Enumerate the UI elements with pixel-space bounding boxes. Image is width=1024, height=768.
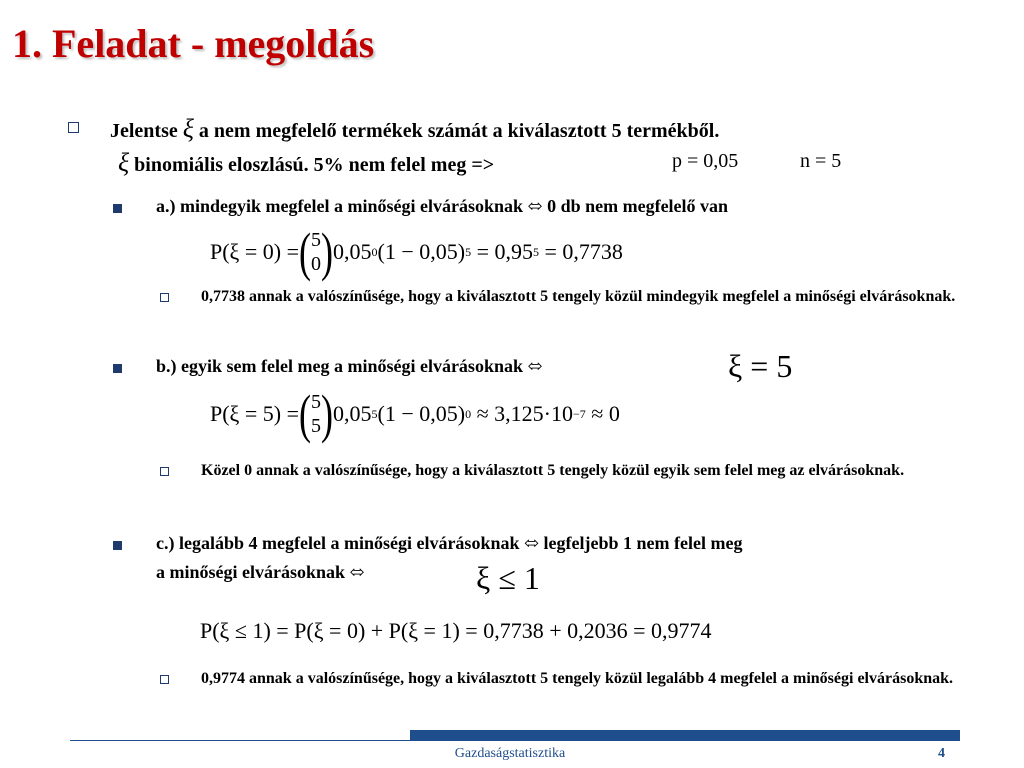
intro-line-2	[118, 148, 494, 178]
binomial-b-top: 5	[311, 391, 322, 413]
formula-a-mid3: = 0,95	[476, 239, 533, 264]
p-value: p = 0,05	[672, 150, 739, 172]
sub-bullet-hollow-icon	[160, 675, 169, 684]
formula-b-mid2: (1 − 0,05)	[377, 401, 466, 426]
formula-a-mid2: (1 − 0,05)	[377, 239, 466, 264]
formula-b-mid3: ≈ 3,125·10	[476, 401, 573, 426]
paren-close: )	[321, 222, 334, 282]
formula-b-exp1: 5	[371, 406, 378, 421]
formula-a-right: = 0,7738	[544, 239, 623, 264]
item-a-label: a.) mindegyik megfelel a minőségi elvárásoknak ⬄ 0 db nem megfelelő van	[156, 196, 729, 216]
formula-a-left: P(ξ = 0) =	[210, 239, 300, 264]
formula-a-exp3: 5	[533, 244, 539, 259]
condition-b: ξ = 5	[728, 348, 793, 384]
footer-course: Gazdaságstatisztika	[454, 746, 566, 761]
item-b-label: b.) egyik sem felel meg a minőségi elvárásoknak ⬄	[156, 356, 543, 376]
intro-distribution: binomiális eloszlású. 5% nem felel meg =>	[134, 154, 495, 176]
sub-bullet-hollow-icon	[160, 293, 169, 302]
formula-a-exp2: 5	[465, 244, 472, 259]
formula-b-exp3: −7	[572, 406, 586, 421]
formula-b-mid1: 0,05	[333, 401, 372, 426]
slide-title: 1. Feladat - megoldás	[12, 21, 375, 66]
binomial-a-bottom: 0	[311, 253, 322, 275]
xi-symbol: ξ	[182, 114, 194, 143]
item-c-label-line1: c.) legalább 4 megfelel a minőségi elvárásoknak ⬄ legfeljebb 1 nem felel meg	[156, 533, 743, 553]
bullet-filled-square-icon	[113, 204, 122, 213]
paren-open: (	[299, 384, 312, 444]
n-value: n = 5	[800, 150, 842, 172]
binomial-b	[311, 390, 321, 438]
paren-open: (	[299, 222, 312, 282]
xi-symbol-2: ξ	[118, 148, 130, 177]
bullet-filled-square-icon	[113, 364, 122, 373]
formula-a-exp1: 0	[371, 244, 378, 259]
formula-c: P(ξ ≤ 1) = P(ξ = 0) + P(ξ = 1) = 0,7738 + 0,2036 = 0,9774	[200, 618, 712, 643]
item-a-note: 0,7738 annak a valószínűsége, hogy a kiválasztott 5 tengely közül mindegyik megfelel a minőségi elvárásoknak.	[201, 288, 956, 305]
formula-b	[210, 384, 620, 444]
item-b-note: Közel 0 annak a valószínűsége, hogy a kiválasztott 5 tengely közül egyik sem felel meg az elvárásoknak.	[201, 462, 905, 479]
bullet-hollow-square-icon	[68, 122, 79, 133]
intro-suffix: a nem megfelelő termékek számát a kiválasztott 5 termékből.	[198, 120, 720, 142]
footer-bar	[410, 730, 960, 740]
condition-c: ξ ≤ 1	[476, 560, 540, 596]
bullet-filled-square-icon	[113, 541, 122, 550]
footer-divider	[70, 740, 960, 741]
formula-b-left: P(ξ = 5) =	[210, 401, 300, 426]
formula-a-mid1: 0,05	[333, 239, 372, 264]
item-c-note: 0,9774 annak a valószínűsége, hogy a kiválasztott 5 tengely közül legalább 4 megfelel a minőségi elvárásoknak.	[201, 670, 954, 687]
page-number: 4	[938, 746, 945, 761]
intro-prefix: Jelentse	[110, 120, 178, 142]
formula-a	[210, 222, 623, 282]
binomial-b-bottom: 5	[311, 415, 322, 437]
intro-line-1	[110, 114, 719, 144]
formula-b-right: ≈ 0	[591, 401, 620, 426]
sub-bullet-hollow-icon	[160, 467, 169, 476]
binomial-a	[311, 228, 321, 276]
binomial-a-top: 5	[311, 229, 322, 251]
formula-b-exp2: 0	[465, 406, 472, 421]
item-c-label-line2: a minőségi elvárásoknak ⬄	[156, 562, 365, 582]
paren-close: )	[321, 384, 334, 444]
